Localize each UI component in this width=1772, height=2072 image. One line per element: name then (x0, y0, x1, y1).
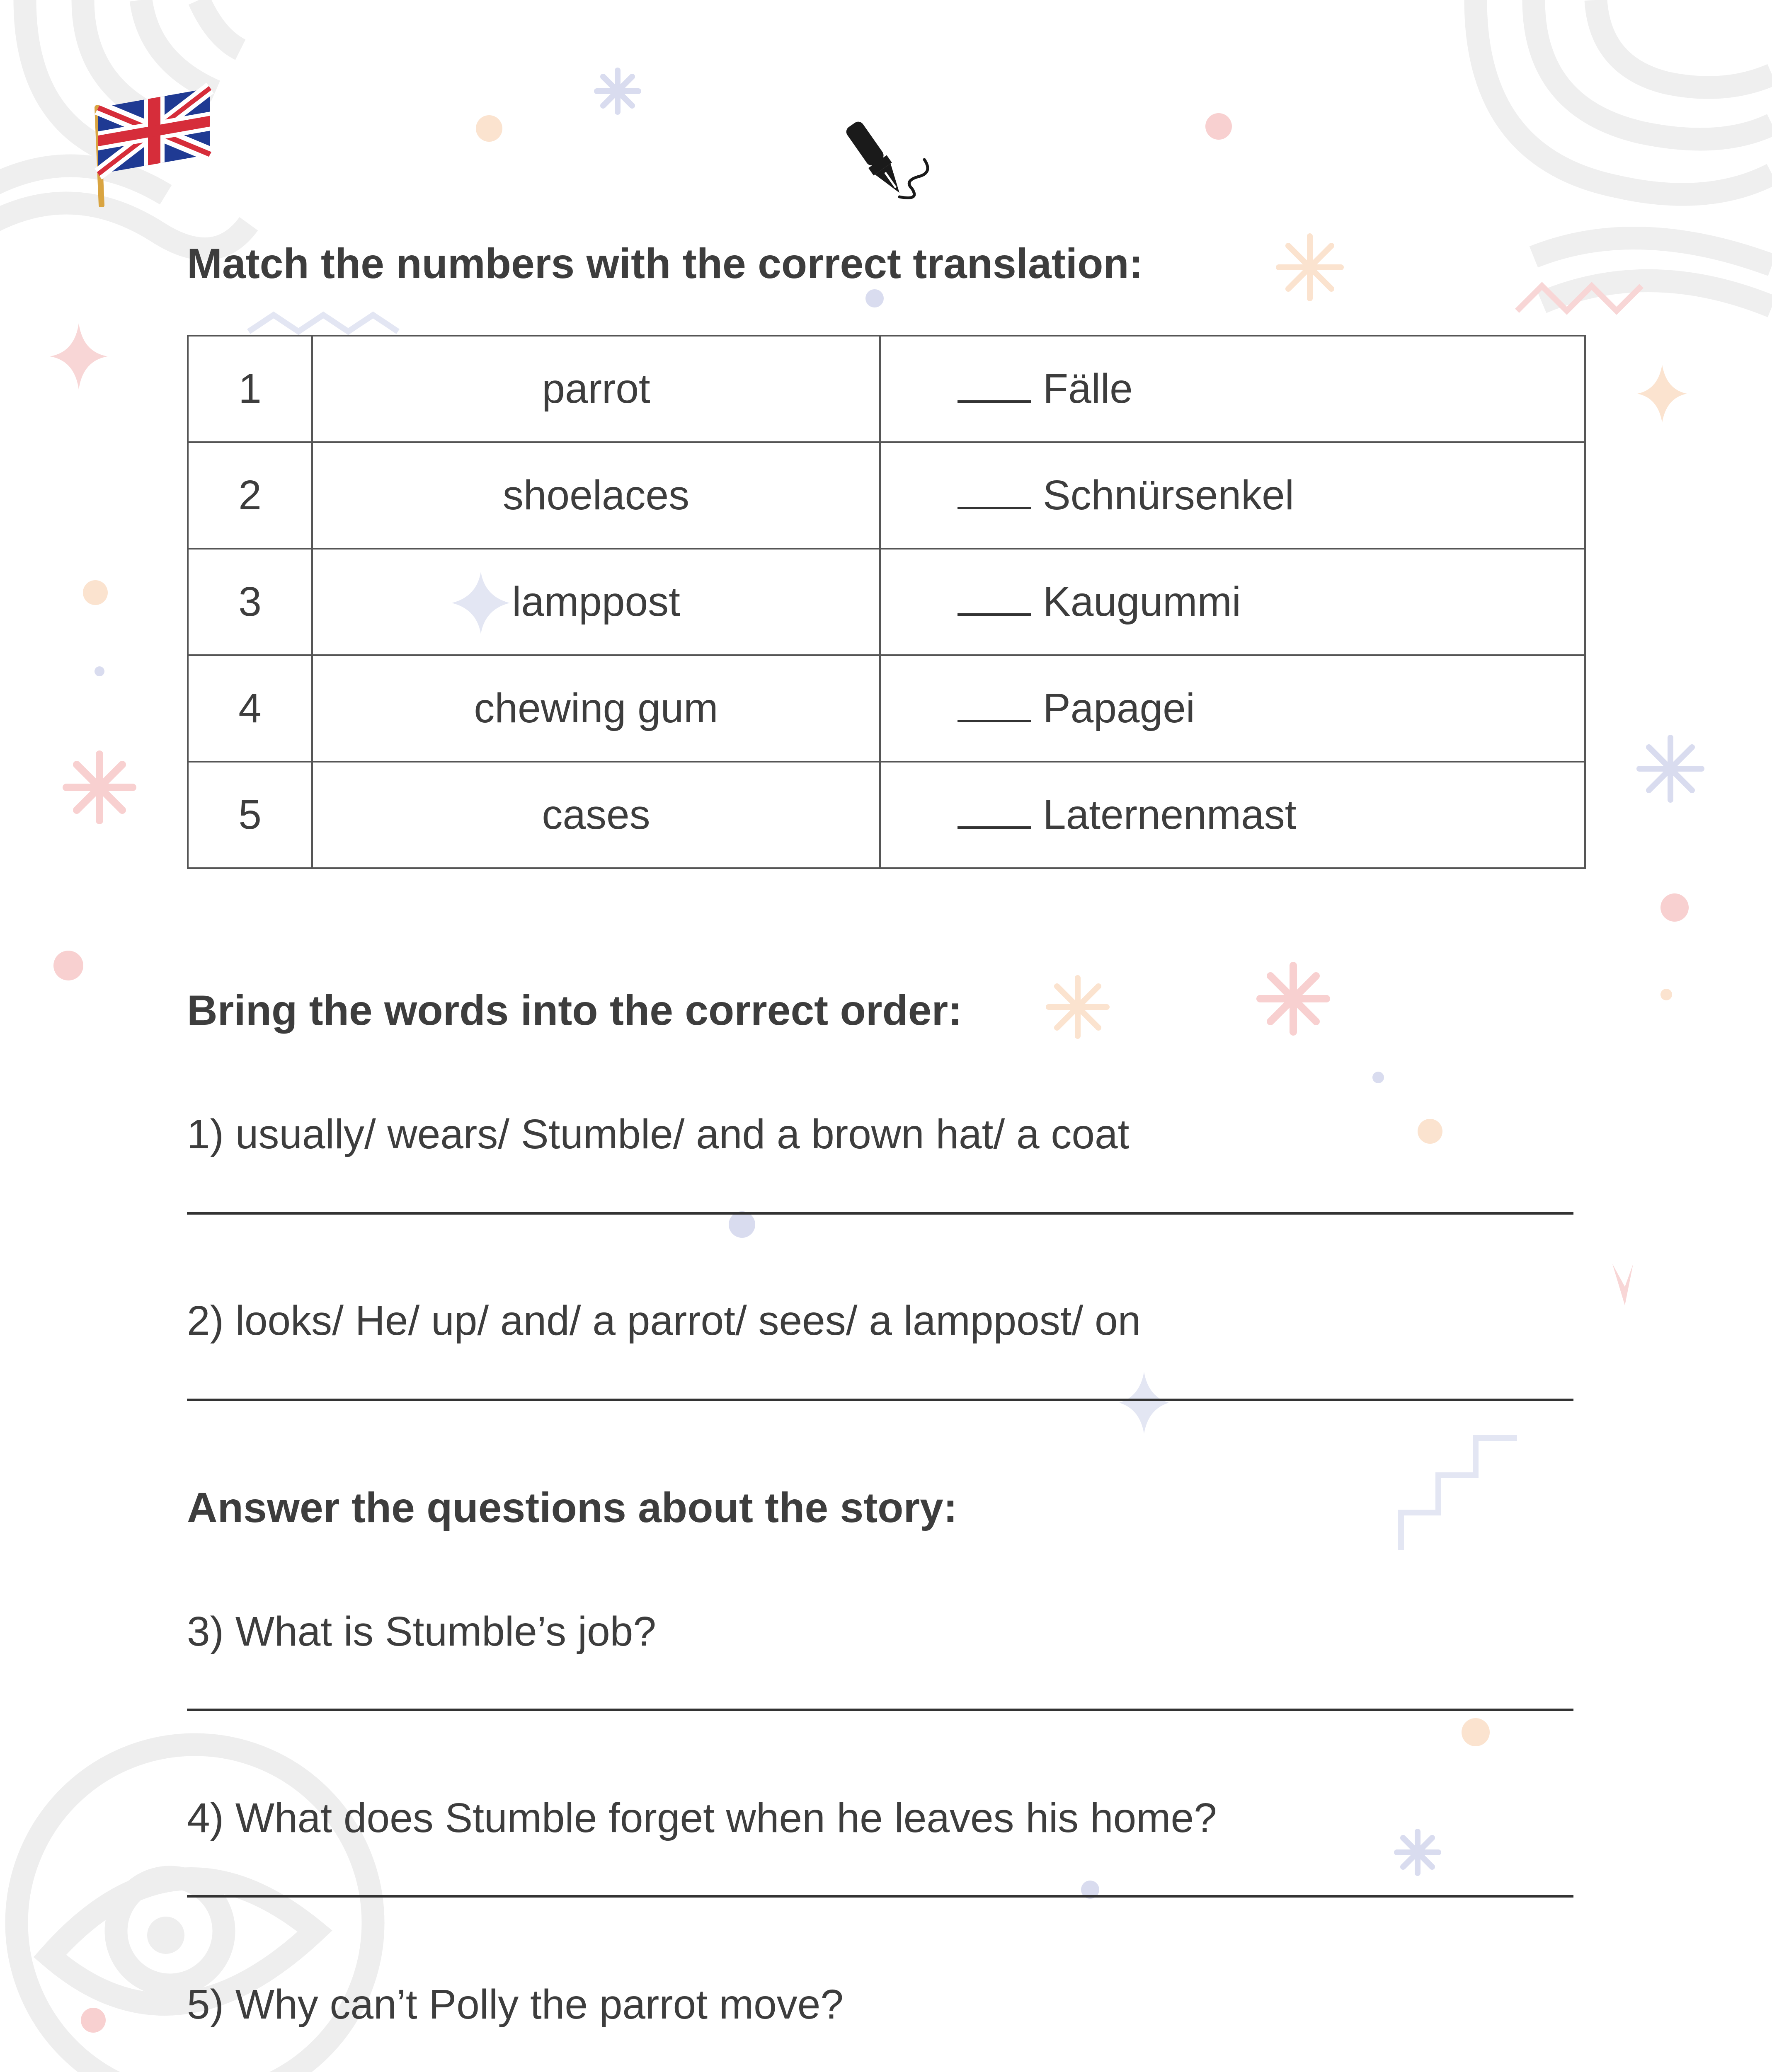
german-word: Fälle (1043, 366, 1133, 412)
questions-heading: Answer the questions about the story: (187, 1484, 958, 1531)
answer-blank[interactable] (958, 695, 1031, 722)
german-word: Schnürsenkel (1043, 472, 1294, 518)
answer-line-2[interactable] (187, 1399, 1573, 1401)
answer-line-1[interactable] (187, 1212, 1573, 1215)
answer-blank[interactable] (958, 588, 1031, 616)
answer-blank[interactable] (958, 482, 1031, 509)
german-option (880, 336, 1585, 442)
answer-blank[interactable] (958, 375, 1031, 403)
row-number: 5 (188, 762, 312, 868)
english-word: parrot (312, 336, 880, 442)
english-word: lamppost (312, 549, 880, 655)
row-number: 1 (188, 336, 312, 442)
german-word: Kaugummi (1043, 579, 1241, 625)
german-word: Papagei (1043, 685, 1195, 731)
german-option (880, 655, 1585, 762)
union-jack-flag-icon (81, 83, 218, 207)
german-option (880, 442, 1585, 549)
table-row (188, 336, 1585, 442)
question-5: 5) Why can’t Polly the parrot move? (187, 1981, 844, 2028)
translation-table (187, 335, 1586, 869)
answer-line-4[interactable] (187, 1895, 1573, 1898)
german-word: Laternenmast (1043, 792, 1297, 838)
english-word: shoelaces (312, 442, 880, 549)
question-4: 4) What does Stumble forget when he leaves his home? (187, 1795, 1217, 1841)
row-number: 2 (188, 442, 312, 549)
english-word: cases (312, 762, 880, 868)
answer-line-3[interactable] (187, 1709, 1573, 1711)
german-option (880, 762, 1585, 868)
match-heading: Match the numbers with the correct translation: (187, 240, 1143, 287)
row-number: 4 (188, 655, 312, 762)
row-number: 3 (188, 549, 312, 655)
english-word: chewing gum (312, 655, 880, 762)
fountain-pen-icon (837, 114, 937, 209)
order-heading: Bring the words into the correct order: (187, 987, 962, 1034)
answer-blank[interactable] (958, 801, 1031, 829)
question-3: 3) What is Stumble’s job? (187, 1608, 656, 1655)
german-option (880, 549, 1585, 655)
table-row (188, 762, 1585, 868)
table-row (188, 655, 1585, 762)
order-item-1: 1) usually/ wears/ Stumble/ and a brown hat/ a coat (187, 1111, 1130, 1157)
order-item-2: 2) looks/ He/ up/ and/ a parrot/ sees/ a lamppost/ on (187, 1297, 1141, 1344)
table-row (188, 442, 1585, 549)
table-row (188, 549, 1585, 655)
